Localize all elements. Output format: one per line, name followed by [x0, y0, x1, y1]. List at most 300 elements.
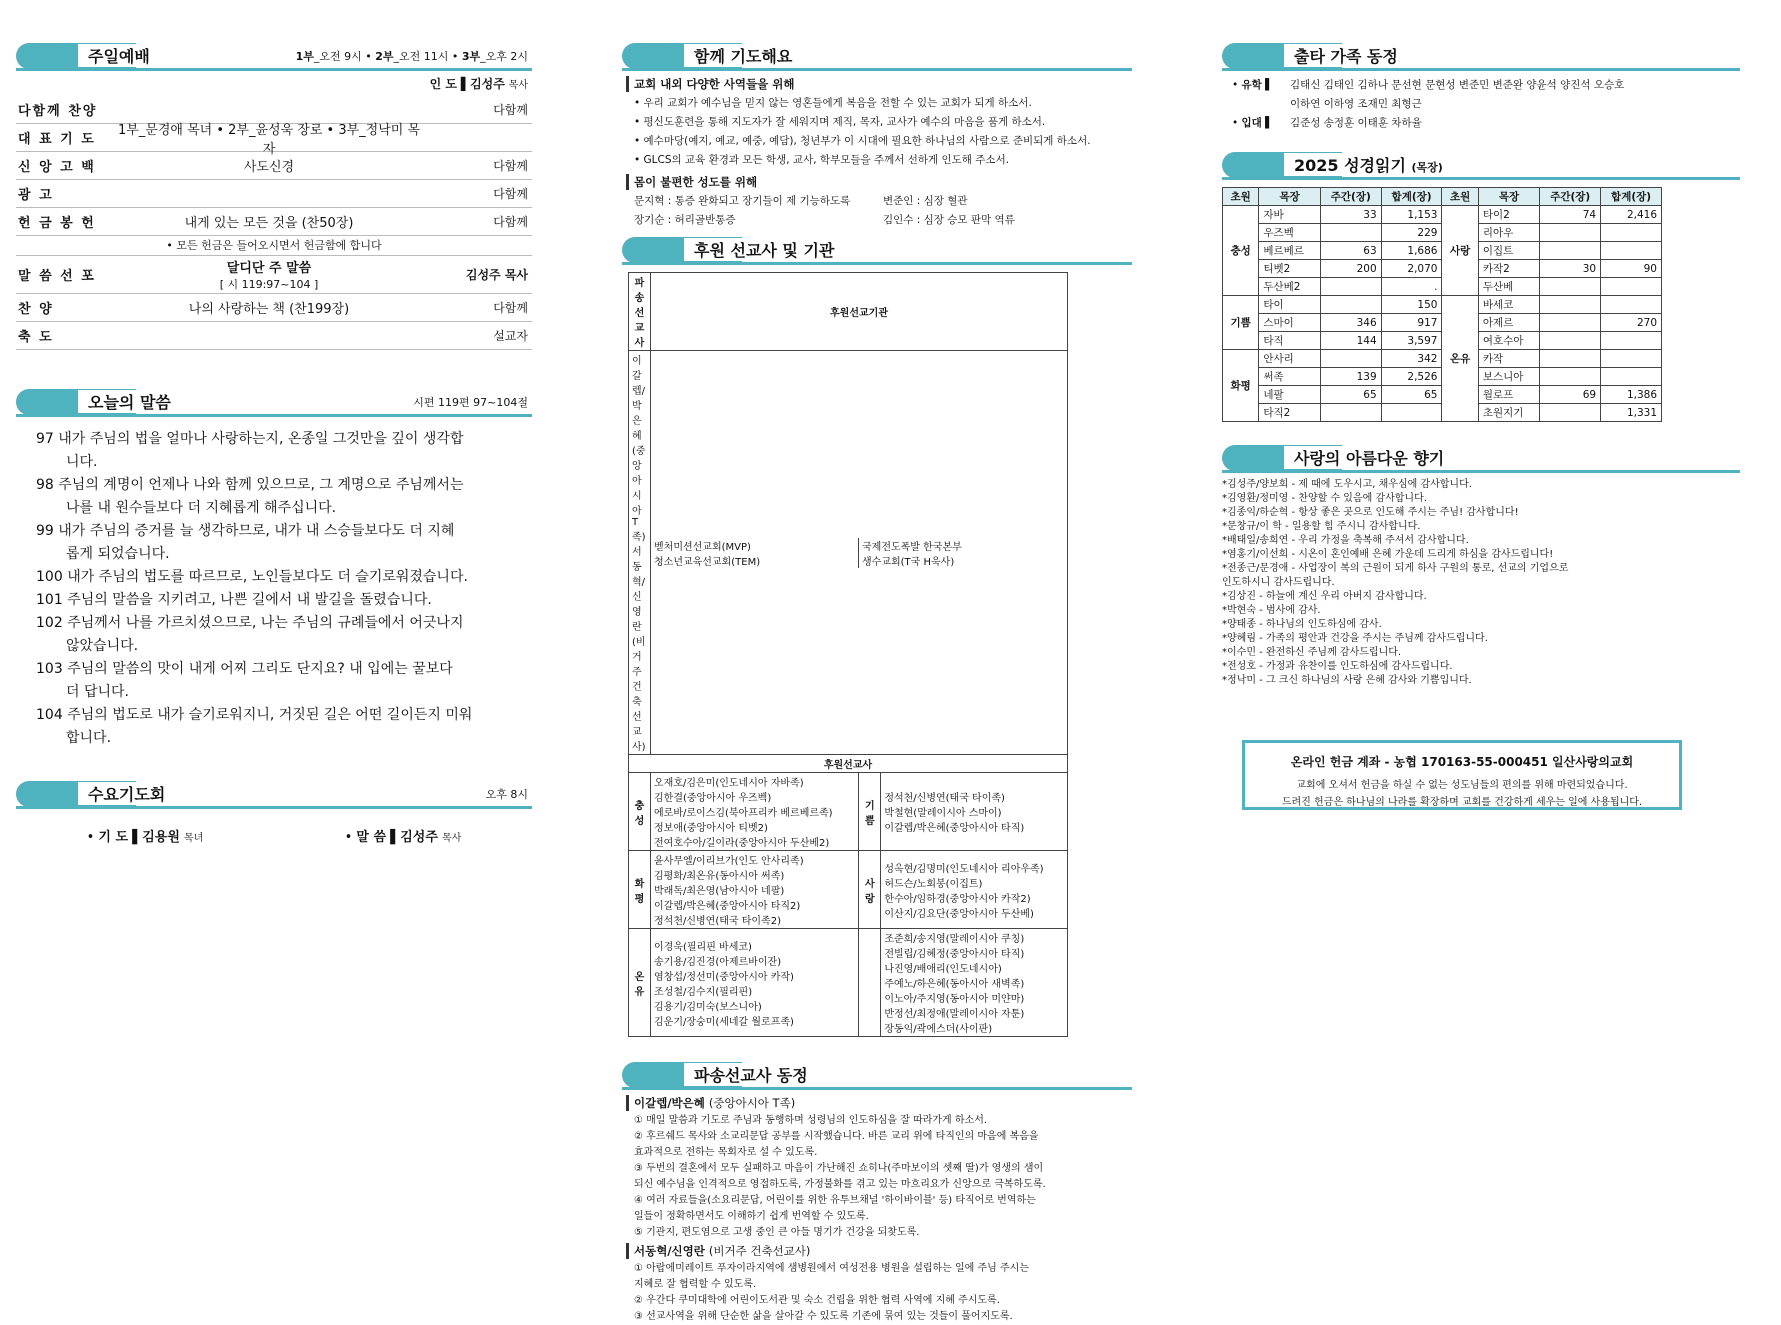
missionary: 송기용/김진경(아제르바이잔) — [654, 956, 782, 968]
missionary-list — [651, 773, 859, 851]
love-title: 사랑의 아름다운 향기 — [1284, 446, 1454, 469]
reading-col-head: 합계(장) — [1601, 188, 1662, 206]
love-header — [1222, 440, 1740, 474]
missionary: 정석천/신병연(태국 타이족2) — [654, 916, 781, 927]
verse-text: 내가 주님의 법을 얼마나 사랑하는지, 온종일 그것만을 깊이 생각합 — [58, 431, 464, 447]
missionary: 이산지/김요단(중앙아시아 두산베) — [884, 908, 1034, 920]
reading-col-head: 목장 — [1478, 188, 1540, 206]
missionary: 이경욱(필리핀 바세코) — [654, 941, 752, 953]
today-word-header — [16, 384, 532, 418]
verse-cont: 나를 내 원수들보다 더 지혜롭게 해주십니다. — [66, 500, 337, 516]
order-row — [16, 180, 532, 208]
reading-total: 342 — [1381, 350, 1442, 368]
reading-mokjang: 바세코 — [1478, 296, 1540, 314]
list-text: ③ 선교사역을 위해 단순한 삶을 살아갈 수 있도록 기존에 묶여 있는 것들이 풀어지도록. — [634, 1311, 1013, 1322]
reading-total: 65 — [1381, 386, 1442, 404]
verse-list — [16, 428, 532, 750]
worship-order — [16, 96, 532, 236]
today-word-title: 오늘의 말씀 — [78, 390, 181, 413]
reading-weekly — [1320, 278, 1381, 296]
missionary: 박철현(말레이시아 스마이) — [884, 808, 1002, 819]
reading-total: 2,416 — [1601, 206, 1662, 224]
reading-team: 기쁨 — [1223, 296, 1259, 350]
list-item — [1222, 660, 1740, 674]
church-prayer-list — [622, 94, 1132, 170]
news-p1-list — [622, 1113, 1132, 1241]
reading-mokjang: 우즈벡 — [1259, 224, 1321, 242]
reading-weekly — [1540, 350, 1601, 368]
reading-mokjang: 스마이 — [1259, 314, 1321, 332]
verse-text: 주님의 말씀의 맛이 내게 어찌 그리도 단지요? 내 입에는 꿀보다 — [67, 661, 453, 677]
missionary: 김용기/김미숙(보스니아) — [654, 1001, 762, 1013]
missionary: 박래독/최은영(남아시아 네팔) — [654, 886, 785, 897]
prayer-title: 함께 기도해요 — [684, 44, 802, 67]
reading-mokjang: 타이 — [1259, 296, 1321, 314]
list-item: • 우리 교회가 예수님을 믿지 않는 영혼들에게 복음을 전할 수 있는 교회가 되게 하소서. — [634, 97, 1032, 109]
list-text: 우리 교회가 예수님을 믿지 않는 영혼들에게 복음을 전할 수 있는 교회가 되게 하소서. — [643, 97, 1032, 109]
missionary: 오재호/김은미(인도네시아 자바족) — [654, 778, 804, 789]
church-prayer-heading: 교회 내외 다양한 사역들을 위해 — [626, 76, 1132, 92]
verse-text: 주님의 계명이 언제나 나와 함께 있으므로, 그 계명으로 주님께서는 — [58, 477, 464, 493]
news-p2-heading: 서동혁/신영란 (비거주 건축선교사) — [626, 1243, 1132, 1259]
reading-total — [1601, 278, 1662, 296]
reading-total: . — [1381, 278, 1442, 296]
reading-weekly — [1320, 296, 1381, 314]
list-text: *정낙미 - 그 크신 하나님의 사랑 은혜 감사와 기쁨입니다. — [1222, 675, 1472, 686]
reading-weekly — [1540, 242, 1601, 260]
military: • 입대 ▌ 김준성 송정훈 이태훈 차하율 — [1232, 117, 1422, 129]
wednesday-header — [16, 776, 532, 810]
wednesday-title: 수요기도회 — [78, 782, 175, 805]
news-title: 파송선교사 동정 — [684, 1063, 818, 1086]
worship-header — [16, 38, 532, 72]
missions-header — [622, 232, 1132, 266]
list-item — [1222, 590, 1740, 604]
reading-weekly: 346 — [1320, 314, 1381, 332]
missions-row — [629, 929, 1068, 1037]
reading-mokjang: 아제르 — [1478, 314, 1540, 332]
list-item — [1222, 604, 1740, 618]
reading-header-row — [1223, 188, 1662, 206]
reading-mokjang: 네팔 — [1259, 386, 1321, 404]
reading-weekly — [1540, 278, 1601, 296]
order-row — [16, 208, 532, 236]
list-item — [634, 1161, 1132, 1177]
missions-row — [629, 851, 1068, 929]
list-item — [634, 1209, 1132, 1225]
reading-total: 2,070 — [1381, 260, 1442, 278]
list-item — [1222, 548, 1740, 562]
missionary: 정석천/신병연(태국 타이족) — [884, 793, 1005, 804]
reading-total: 90 — [1601, 260, 1662, 278]
list-text: *문창규/이 학 - 일용할 힘 주시니 감사합니다. — [1222, 521, 1421, 532]
verse-cont: 니다. — [66, 454, 98, 470]
missionary: 이갈렙/박은혜(중앙아시아 타직) — [884, 823, 1025, 834]
missionary: 김운기/장숭미(세네갈 월로프족) — [654, 1016, 794, 1028]
reading-total: 1,331 — [1601, 404, 1662, 422]
online-offering-box — [1242, 740, 1682, 810]
list-item — [1222, 506, 1740, 520]
reading-total — [1601, 224, 1662, 242]
wednesday-roles: • 기 도 ▌김용원 목녀 • 말 씀 ▌김성주 목사 — [86, 830, 462, 845]
missions-row — [629, 773, 1068, 851]
missionary: 이노아/주지영(동아시아 미얀마) — [884, 994, 1025, 1005]
verse-cont: 롭게 되었습니다. — [66, 546, 170, 562]
reading-mokjang: 초원지기 — [1478, 404, 1540, 422]
reading-weekly: 69 — [1540, 386, 1601, 404]
reading-mokjang: 월로프 — [1478, 386, 1540, 404]
reading-mokjang: 여호수아 — [1478, 332, 1540, 350]
missionary-list — [881, 773, 1068, 851]
reading-weekly — [1540, 314, 1601, 332]
reading-col-head: 초원 — [1223, 188, 1259, 206]
missions-table: 파송선교사 후원선교기관 이갈렙/박은혜(중앙아시아 T족) 서동혁/신영란(비거주건축선교사) 벧처미션선교회(MVP) 국제전도폭발 한국본부 청소년교육선교회(TEM) 생수교회(T국 H욱사) 후원선교사 충성 오재호/김은미(인도네시아 자바족) 김한결(중앙아시아 우즈벡) 에로바/로이스김(북아프리카 베르베르족) 정보애(중앙아시아 티벳2) 전여호수아/길이라(중앙아시아 두산베2) 기쁨 정석천/신병연(태국 타이족) 박철현(말레이시아 스마이) 이갈렙/박은혜(중앙아시아 타직) 화평 윤사무엘/이리브가(인도 안사리족) 김평화/최온유(동아시아 써족) 박래독/최은영(남아시아 네팔) 이갈렙/박은혜(중앙아시아 타직2) 정석천/신병연(태국 타이족2) 사랑 성옥현/김명미(인도네시아 리아우족) 허드슨/노회봉(이집트) 한수아/임하경(중앙아시아 카작2) 이산지/김요단(중앙아시아 두산베) 온유 이경욱(필리핀 바세코) 송기용/김진경(아제르바이잔) 염창섭/정선미(중앙아시아 카작) 조성철/김수지(필리핀) 김용기/김미숙(보스니아) 김운기/장숭미(세네갈 월로프족) 조준희/송지영(말레이시아 쿠칭) 전빌립/김혜정(중앙아시아 타직) 나진영/배애리(인도네시아) 주예노/하은혜(동아시아 새벽족) 이노아/주지영(동아시아 미얀마) 반정선/최정애(말레이시아 자툰) 장동익/곽에스더(사이판) — [628, 272, 1068, 1037]
list-item — [634, 1145, 1132, 1161]
team-name: 충성 — [629, 773, 651, 851]
sick-prayer-list: 문지혁 : 통증 완화되고 장기들이 제 기능하도록 변준인 : 심장 혈관 장기순 : 허리골반통증 김인수 : 심장 승모 판막 역류 — [634, 195, 1015, 226]
order-who: 다함께 — [493, 187, 528, 201]
reading-team: 충성 — [1223, 206, 1259, 296]
verse-line — [36, 658, 532, 681]
order-label: 대 표 기 도 — [18, 132, 96, 147]
missionary-list — [881, 851, 1068, 929]
worship-order-2 — [16, 294, 532, 350]
team-name — [859, 929, 881, 1037]
verse-cont: 않았습니다. — [66, 638, 139, 654]
missionary: 주예노/하은혜(동아시아 새벽족) — [884, 979, 1025, 990]
verse-number: 101 — [36, 592, 63, 608]
verse-line — [36, 704, 532, 727]
team-name: 온유 — [629, 929, 651, 1037]
list-item: • 평신도훈련을 통해 지도자가 잘 세워지며 제직, 목자, 교사가 예수의 마음을 품게 하소서. — [634, 116, 1046, 128]
list-text: *김종익/하순혁 - 항상 좋은 곳으로 인도해 주시는 주님! 감사합니다! — [1222, 507, 1519, 518]
list-item: • 예수마당(예지, 예교, 예중, 예담), 청년부가 이 시대에 필요한 하나님의 사람으로 준비되게 하소서. — [634, 135, 1091, 147]
reading-mokjang: 두산베2 — [1259, 278, 1321, 296]
team-name: 화평 — [629, 851, 651, 929]
list-item — [1222, 576, 1740, 590]
reading-total: 1,686 — [1381, 242, 1442, 260]
reading-total: 1,153 — [1381, 206, 1442, 224]
reading-mokjang: 리아우 — [1478, 224, 1540, 242]
list-text: 일들이 정확하면서도 이해하기 쉽게 번역할 수 있도록. — [634, 1211, 869, 1222]
reading-tables — [1222, 187, 1740, 422]
reading-mokjang: 두산베 — [1478, 278, 1540, 296]
column-left — [16, 38, 532, 845]
reading-team: 화평 — [1223, 350, 1259, 422]
list-item — [1222, 534, 1740, 548]
verse-number: 99 — [36, 523, 54, 539]
reading-weekly — [1320, 224, 1381, 242]
verse-cont: 더 답니다. — [66, 684, 129, 700]
list-text: ⑤ 기관지, 편도염으로 고생 중인 큰 아들 명기가 건강을 되찾도록. — [634, 1227, 920, 1238]
list-item — [634, 1261, 1132, 1277]
verse-text: 주님의 말씀을 지키려고, 나쁜 길에서 내 발길을 돌렸습니다. — [67, 592, 432, 608]
verse-line — [36, 428, 532, 451]
section-line — [16, 68, 532, 71]
list-item — [634, 1309, 1132, 1325]
verse-text: 내가 주님의 증거를 늘 생각하므로, 내가 내 스승들보다도 더 지혜 — [58, 523, 455, 539]
reading-mokjang: 카작2 — [1478, 260, 1540, 278]
missionary: 조준희/송지영(말레이시아 쿠칭) — [884, 934, 1025, 945]
sermon-speaker: 김성주 목사 — [465, 268, 528, 282]
list-text: ③ 두번의 결혼에서 모두 실패하고 마음이 가난해진 쇼히나(주마보이의 셋째 딸)가 영생의 샘이 — [634, 1163, 1044, 1174]
list-text: 지혜로 잘 협력할 수 있도록. — [634, 1279, 757, 1290]
account-line: 온라인 헌금 계좌 - 농협 170163-55-000451 일산사랑의교회 — [1290, 755, 1634, 769]
column-right — [1222, 38, 1740, 688]
list-text: 되신 예수님을 인격적으로 영접하도록, 가정불화를 겪고 있는 마흐리요가 신앙으로 극복하도록. — [634, 1179, 1046, 1190]
order-content: 나의 사랑하는 책 (찬199장) — [188, 302, 350, 317]
order-row — [16, 122, 532, 157]
list-item — [1222, 520, 1740, 534]
verse-line — [36, 612, 532, 635]
list-item — [1222, 646, 1740, 660]
list-text: *김상진 - 하늘에 계신 우리 아버지 감사합니다. — [1222, 591, 1427, 602]
reading-weekly: 139 — [1320, 368, 1381, 386]
trips-header — [1222, 38, 1740, 72]
news-p1-heading: 이갈렙/박은혜 (중앙아시아 T족) — [626, 1095, 1132, 1111]
reading-mokjang: 보스니아 — [1478, 368, 1540, 386]
list-item — [634, 1113, 1132, 1129]
reading-team: 온유 — [1442, 296, 1478, 422]
list-text: *박현숙 - 범사에 감사. — [1222, 605, 1321, 616]
reading-col-head: 주간(장) — [1540, 188, 1601, 206]
list-text: GLCS의 교육 환경과 모든 학생, 교사, 학부모들을 주께서 선하게 인도해 주소서. — [643, 154, 1010, 166]
team-name: 기쁨 — [859, 773, 881, 851]
reading-mokjang: 써족 — [1259, 368, 1321, 386]
reading-weekly — [1540, 224, 1601, 242]
list-item: • GLCS의 교육 환경과 모든 학생, 교사, 학부모들을 주께서 선하게 인도해 주소서. — [634, 154, 1010, 166]
list-text: ④ 여러 자료들을(소요리문답, 어린이를 위한 유투브채널 '하이바이블' 등) 타직어로 번역하는 — [634, 1195, 1036, 1206]
reading-mokjang: 티벳2 — [1259, 260, 1321, 278]
list-text: *김영환/정미영 - 찬양할 수 있음에 감사합니다. — [1222, 493, 1427, 504]
reading-total — [1601, 332, 1662, 350]
sermon-row: 말 씀 선 포 달디단 주 말씀 [ 시 119:97~104 ] 김성주 목사 — [16, 256, 532, 294]
reading-total — [1601, 368, 1662, 386]
missionary: 조성철/김수지(필리핀) — [654, 986, 753, 998]
missionary: 정보애(중앙아시아 티벳2) — [654, 823, 768, 834]
love-list — [1222, 478, 1740, 688]
reading-weekly: 200 — [1320, 260, 1381, 278]
reading-header — [1222, 147, 1740, 181]
list-item — [1222, 674, 1740, 688]
sermon-ref: [ 시 119:97~104 ] — [219, 278, 319, 291]
list-item — [634, 1129, 1132, 1145]
reading-total — [1601, 350, 1662, 368]
verse-cont: 합니다. — [66, 730, 112, 746]
list-text: ② 후르쉐드 목사와 소교리문답 공부를 시작했습니다. 바른 교리 위에 타직인의 마음에 복음을 — [634, 1131, 1039, 1142]
missionary-list — [651, 929, 859, 1037]
order-who: 설교자 — [493, 329, 528, 343]
verse-number: 102 — [36, 615, 63, 631]
reading-weekly: 74 — [1540, 206, 1601, 224]
account-note-2: 드려진 헌금은 하나님의 나라를 확장하며 교회를 건강하게 세우는 일에 사용됩니다. — [1281, 797, 1643, 808]
reading-weekly — [1540, 296, 1601, 314]
list-item — [1222, 492, 1740, 506]
reading-weekly: 30 — [1540, 260, 1601, 278]
verse-line — [36, 474, 532, 497]
list-item — [1222, 618, 1740, 632]
list-item — [1222, 632, 1740, 646]
reading-mokjang: 타직 — [1259, 332, 1321, 350]
missionary: 김한결(중앙아시아 우즈벡) — [654, 793, 772, 804]
list-text: *양태종 - 하나님의 인도하심에 감사. — [1222, 619, 1382, 630]
missions-title: 후원 선교사 및 기관 — [684, 238, 844, 261]
order-row — [16, 294, 532, 322]
prayer-header — [622, 38, 1132, 72]
missionary: 한수아/임하경(중앙아시아 카작2) — [884, 893, 1031, 905]
list-item — [634, 1293, 1132, 1309]
verse-number: 103 — [36, 661, 63, 677]
reading-mokjang: 타이2 — [1478, 206, 1540, 224]
reading-col-head: 주간(장) — [1320, 188, 1381, 206]
news-p2-list — [622, 1261, 1132, 1325]
list-text: ① 아랍에미레이트 푸자이라지역에 샘병원에서 여성전용 병원을 설립하는 일에 주님 주시는 — [634, 1263, 1029, 1274]
reading-col-head: 목장 — [1259, 188, 1321, 206]
reading-team: 사랑 — [1442, 206, 1478, 296]
order-label: 헌 금 봉 헌 — [18, 216, 96, 231]
sick-prayer-heading: 몸이 불편한 성도를 위해 — [626, 174, 1132, 190]
reading-table — [1222, 187, 1662, 422]
list-item — [634, 1277, 1132, 1293]
reading-weekly — [1540, 332, 1601, 350]
account-note-1: 교회에 오셔서 헌금을 하실 수 없는 성도님들의 편의를 위해 마련되었습니다. — [1296, 780, 1628, 791]
order-who: 다함께 — [493, 103, 528, 117]
list-text: 효과적으로 전하는 목회자로 설 수 있도록. — [634, 1147, 818, 1158]
reading-col-head: 초원 — [1442, 188, 1478, 206]
reading-weekly: 144 — [1320, 332, 1381, 350]
reading-mokjang: 자바 — [1259, 206, 1321, 224]
list-text: *김성주/양보희 - 제 때에 도우시고, 채우심에 감사합니다. — [1222, 479, 1472, 490]
reading-mokjang: 베르베르 — [1259, 242, 1321, 260]
missionary: 에로바/로이스김(북아프리카 베르베르족) — [654, 808, 833, 819]
reading-weekly: 65 — [1320, 386, 1381, 404]
reading-total: 150 — [1381, 296, 1442, 314]
order-content: 1부_문경애 목녀 • 2부_윤성욱 장로 • 3부_정낙미 목자 — [117, 122, 421, 157]
study-abroad: • 유학 ▌ 김태신 김태인 김하나 문선현 문현성 변준민 변준완 양윤석 양진석 오승호 이하연 이하영 조재민 최형근 — [1232, 79, 1625, 110]
offering-note: • 모든 헌금은 들어오시면서 헌금함에 합니다 — [16, 236, 532, 256]
reading-total: 2,526 — [1381, 368, 1442, 386]
reading-mokjang: 이집트 — [1478, 242, 1540, 260]
list-item — [634, 1193, 1132, 1209]
missionary: 염창섭/정선미(중앙아시아 카작) — [654, 971, 794, 983]
reading-total — [1601, 296, 1662, 314]
reading-col-head: 합계(장) — [1381, 188, 1442, 206]
list-text: *이수민 - 완전하신 주님께 감사드립니다. — [1222, 647, 1402, 658]
missionary: 성옥현/김명미(인도네시아 리아우족) — [884, 863, 1044, 875]
today-word-ref: 시편 119편 97~104절 — [413, 396, 528, 409]
verse-text: 내가 주님의 법도를 따르므로, 노인들보다도 더 슬기로워졌습니다. — [67, 569, 468, 585]
list-item — [1222, 478, 1740, 492]
list-text: *배태일/송희연 - 우리 가정을 축복해 주셔서 감사합니다. — [1222, 535, 1469, 546]
order-label: 다함께 찬양 — [18, 104, 98, 119]
reading-total — [1381, 404, 1442, 422]
list-item — [1222, 562, 1740, 576]
reading-weekly: 33 — [1320, 206, 1381, 224]
reading-row — [1223, 206, 1662, 224]
wednesday-time: 오후 8시 — [485, 788, 528, 801]
missionary: 반정선/최정애(말레이시아 자툰) — [884, 1009, 1025, 1020]
order-content: 내게 있는 모든 것을 (찬50장) — [184, 216, 354, 231]
order-label: 축 도 — [18, 330, 54, 345]
list-item — [634, 1177, 1132, 1193]
list-item — [634, 1225, 1132, 1241]
reading-total: 917 — [1381, 314, 1442, 332]
order-content: 사도신경 — [243, 160, 295, 175]
worship-title: 주일예배 — [78, 44, 160, 67]
reading-mokjang: 타직2 — [1259, 404, 1321, 422]
list-text: ② 우간다 쿠미대학에 어린이도서관 및 숙소 건립을 위한 협력 사역에 지혜 주시도록. — [634, 1295, 1000, 1306]
list-text: 평신도훈련을 통해 지도자가 잘 세워지며 제직, 목자, 교사가 예수의 마음을 품게 하소서. — [643, 116, 1046, 128]
missionary: 윤사무엘/이리브가(인도 안사리족) — [654, 856, 804, 867]
reading-weekly — [1540, 404, 1601, 422]
verse-number: 104 — [36, 707, 63, 723]
reading-mokjang: 카작 — [1478, 350, 1540, 368]
worship-times: 1부_오전 9시 • 2부_오전 11시 • 3부_오후 2시 — [295, 50, 528, 63]
missionary: 허드슨/노회봉(이집트) — [884, 878, 983, 890]
order-who: 다함께 — [493, 215, 528, 229]
order-label: 신 앙 고 백 — [18, 160, 96, 175]
reading-weekly: 63 — [1320, 242, 1381, 260]
verse-line — [36, 566, 532, 589]
order-label: 찬 양 — [18, 302, 54, 317]
reading-total: 1,386 — [1601, 386, 1662, 404]
leader-line: 인 도 ▌김성주 목사 — [429, 77, 528, 91]
order-label: 광 고 — [18, 188, 54, 203]
trips-title: 출타 가족 동정 — [1284, 44, 1408, 67]
reading-row — [1223, 296, 1662, 314]
reading-weekly — [1540, 368, 1601, 386]
sermon-title: 달디단 주 말씀 — [226, 261, 312, 276]
missionary: 김평화/최온유(동아시아 써족) — [654, 871, 785, 882]
reading-total: 270 — [1601, 314, 1662, 332]
verse-text: 주님께서 나를 가르치셨으므로, 나는 주님의 규례들에서 어긋나지 — [67, 615, 464, 631]
order-row — [16, 152, 532, 180]
verse-line — [36, 520, 532, 543]
missionary: 전빌립/김혜정(중앙아시아 타직) — [884, 949, 1025, 960]
reading-total — [1601, 242, 1662, 260]
reading-weekly — [1320, 404, 1381, 422]
missionary: 전여호수아/길이라(중앙아시아 두산베2) — [654, 838, 830, 849]
list-text: 예수마당(예지, 예교, 예중, 예담), 청년부가 이 시대에 필요한 하나님의 사람으로 준비되게 하소서. — [643, 135, 1091, 147]
column-middle — [622, 38, 1132, 1325]
reading-mokjang: 안사리 — [1259, 350, 1321, 368]
order-row — [16, 322, 532, 350]
list-text: 인도하시니 감사드립니다. — [1222, 577, 1335, 588]
order-who: 다함께 — [493, 159, 528, 173]
team-name: 사랑 — [859, 851, 881, 929]
reading-weekly — [1320, 350, 1381, 368]
missionary-list — [881, 929, 1068, 1037]
verse-number: 97 — [36, 431, 54, 447]
verse-text: 주님의 법도로 내가 슬기로워지니, 거짓된 길은 어떤 길이든지 미워 — [67, 707, 473, 723]
news-header — [622, 1057, 1132, 1091]
order-who: 다함께 — [493, 301, 528, 315]
reading-total: 229 — [1381, 224, 1442, 242]
verse-number: 98 — [36, 477, 54, 493]
missionary: 이갈렙/박은혜(중앙아시아 타직2) — [654, 901, 801, 912]
list-text: ① 매일 말씀과 기도로 주님과 동행하며 성령님의 인도하심을 잘 따라가게 하소서. — [634, 1115, 988, 1126]
reading-title: 2025 성경읽기 (목장) — [1284, 153, 1453, 176]
list-text: *염홍기/이선희 - 시온이 혼인예배 은혜 가운데 드리게 하심을 감사드립니다! — [1222, 549, 1554, 560]
reading-total: 3,597 — [1381, 332, 1442, 350]
missionary-list — [651, 851, 859, 929]
verse-line — [36, 589, 532, 612]
list-text: *전종근/문경애 - 사업장이 복의 근원이 되게 하사 구원의 통로, 선교의 기업으로 — [1222, 563, 1569, 574]
missionary: 나진영/배애리(인도네시아) — [884, 964, 1002, 975]
verse-number: 100 — [36, 569, 63, 585]
list-text: *양혜림 - 가족의 평안과 건강을 주시는 주님께 감사드립니다. — [1222, 633, 1488, 644]
missionary: 장동익/곽에스더(사이판) — [884, 1024, 993, 1035]
